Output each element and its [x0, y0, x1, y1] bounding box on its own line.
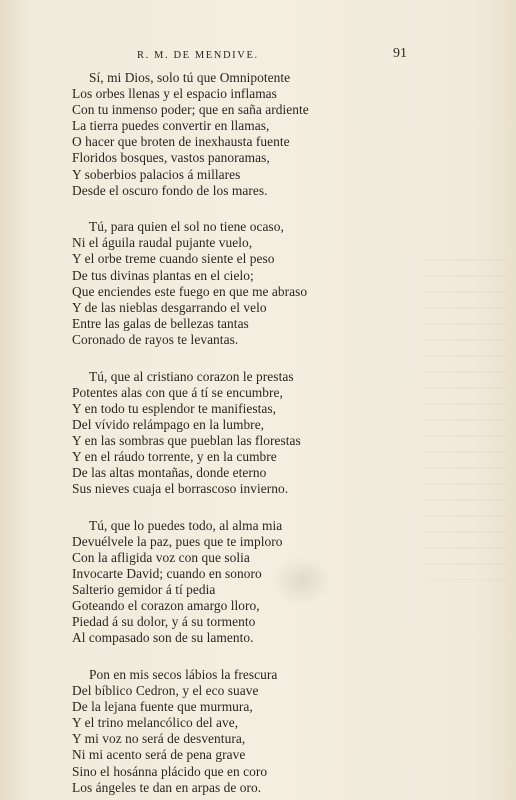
verse-line: Salterio gemidor á tí pedia — [72, 582, 216, 598]
stanza-3 — [72, 369, 452, 498]
stanza-5 — [72, 667, 452, 796]
verse-line: Con tu inmenso poder; que en saña ardiente — [72, 102, 309, 118]
poem-body — [72, 70, 452, 796]
verse-line: Desde el oscuro fondo de los mares. — [72, 182, 268, 198]
verse-line: De la lejana fuente que murmura, — [72, 699, 253, 715]
verse-line: Los orbes llenas y el espacio inflamas — [72, 86, 277, 102]
page-number: 91 — [393, 46, 407, 61]
verse-line: Y de las nieblas desgarrando el velo — [72, 299, 267, 315]
verse-line: Tú, que lo puedes todo, al alma mia — [89, 517, 283, 533]
running-head-author: R. M. DE MENDIVE. — [137, 50, 259, 61]
verse-line: Y el orbe treme cuando siente el peso — [72, 251, 275, 267]
verse-line: Goteando el corazon amargo lloro, — [72, 598, 260, 614]
verse-line: Y en todo tu esplendor te manifiestas, — [72, 400, 277, 416]
verse-line: Potentes alas con que á tí se encumbre, — [72, 384, 283, 400]
verse-line: O hacer que broten de inexhausta fuente — [72, 134, 290, 150]
verse-line: Y en el ráudo torrente, y en la cumbre — [72, 448, 277, 464]
verse-line: Del bíblico Cedron, y el eco suave — [72, 683, 259, 699]
stanza-2 — [72, 219, 452, 348]
verse-line: Del vívido relámpago en la lumbre, — [72, 416, 265, 432]
verse-line: Y mi voz no será de desventura, — [72, 731, 246, 747]
verse-line: Tú, que al cristiano corazon le prestas — [89, 368, 294, 384]
verse-line: La tierra puedes convertir en llamas, — [72, 118, 270, 134]
verse-line: Y soberbios palacios á millares — [72, 166, 241, 182]
stanza-1 — [72, 70, 452, 199]
verse-line: Ni el águila raudal pujante vuelo, — [72, 235, 253, 251]
verse-line: Devuélvele la paz, pues que te imploro — [72, 533, 283, 549]
verse-line: De tus divinas plantas en el cielo; — [72, 267, 254, 283]
running-head — [0, 46, 516, 66]
verse-line: Y en las sombras que pueblan las florestas — [72, 432, 301, 448]
verse-line: Con la afligida voz con que solia — [72, 549, 250, 565]
verse-line: Entre las galas de bellezas tantas — [72, 315, 249, 331]
verse-line: Piedad á su dolor, y á su tormento — [72, 614, 256, 630]
verse-line: Sus nieves cuaja el borrascoso invierno. — [72, 481, 289, 497]
verse-line: Invocarte David; cuando en sonoro — [72, 566, 262, 582]
verse-line: Ni mi acento será de pena grave — [72, 747, 246, 763]
verse-line: Coronado de rayos te levantas. — [72, 331, 239, 347]
verse-line: De las altas montañas, donde eterno — [72, 465, 267, 481]
verse-line: Tú, para quien el sol no tiene ocaso, — [89, 219, 284, 235]
verse-line: Sino el hosánna plácido que en coro — [72, 763, 268, 779]
verse-line: Sí, mi Dios, solo tú que Omnipotente — [89, 70, 291, 85]
verse-line: Que enciendes este fuego en que me abraso — [72, 283, 308, 299]
stanza-4 — [72, 518, 452, 647]
verse-line: Al compasado son de su lamento. — [72, 630, 254, 646]
verse-line: Pon en mis secos lábios la frescura — [89, 667, 278, 682]
verse-line: Los ángeles te dan en arpas de oro. — [72, 779, 262, 795]
verse-line: Floridos bosques, vastos panoramas, — [72, 150, 270, 166]
verse-line: Y el trino melancólico del ave, — [72, 715, 239, 731]
